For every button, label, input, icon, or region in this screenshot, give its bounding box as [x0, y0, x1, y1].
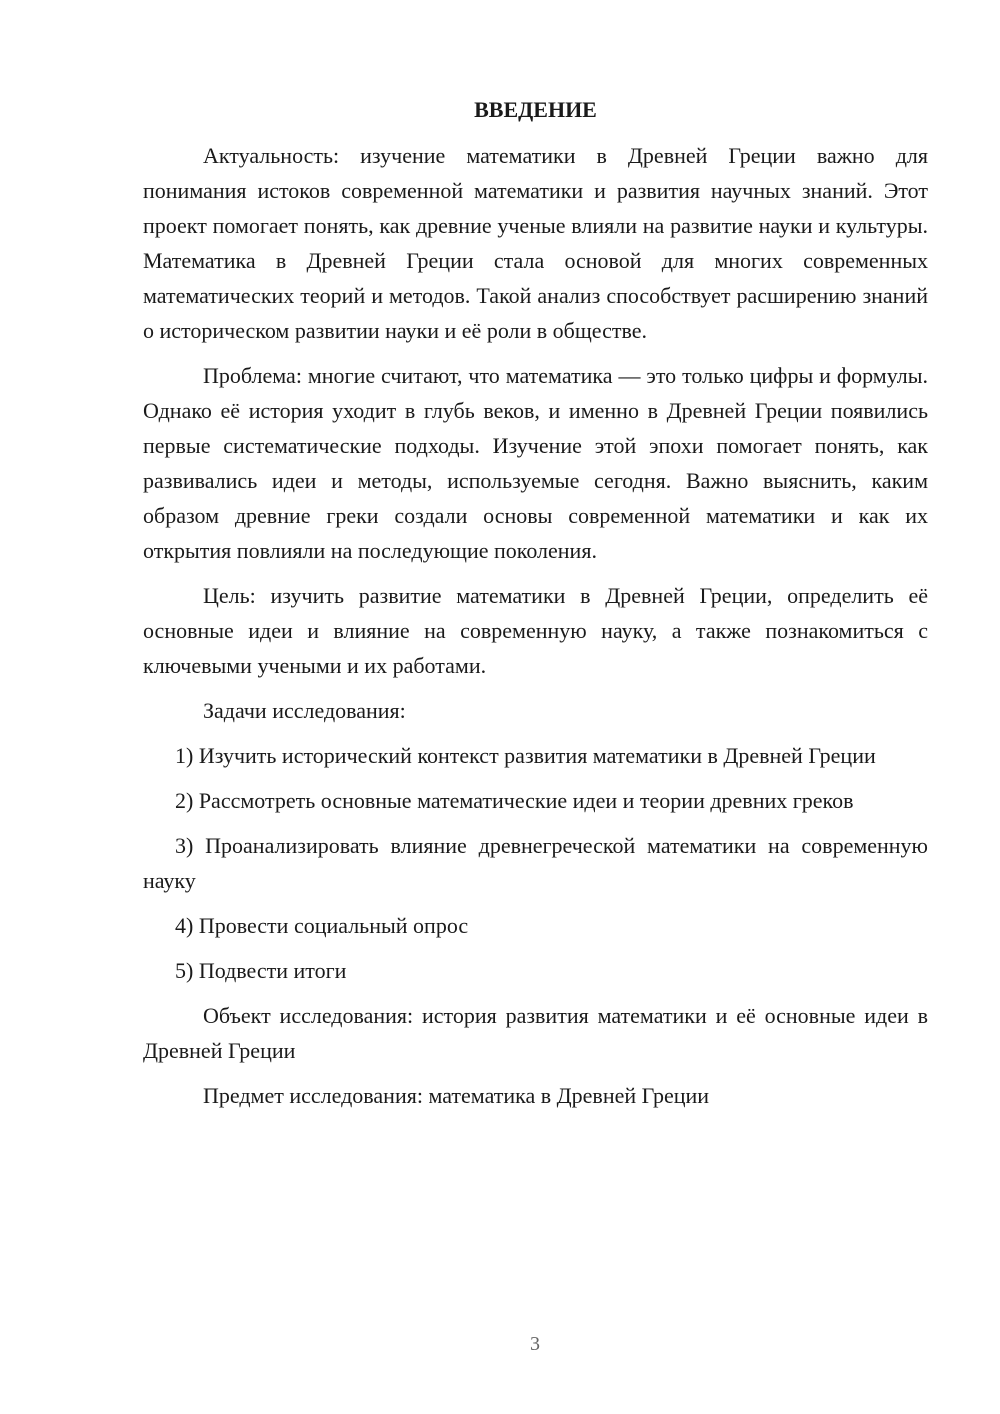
- task-item-4: 4) Провести социальный опрос: [175, 913, 469, 938]
- task-item-5: 5) Подвести итоги: [175, 958, 347, 983]
- goal-paragraph: Цель: изучить развитие математики в Древней Греции, определить её основные идеи и влияние на современную науку, а также познакомиться с ключевыми учеными и их работами.: [143, 583, 928, 678]
- task-item-2: 2) Рассмотреть основные математические идеи и теории древних греков: [175, 788, 854, 813]
- page-number: 3: [530, 1333, 540, 1355]
- section-title: ВВЕДЕНИЕ: [474, 97, 597, 122]
- task-item-3: 3) Проанализировать влияние древнегреческой математики на современную науку: [143, 833, 928, 893]
- task-item-1: 1) Изучить исторический контекст развития математики в Древней Греции: [175, 743, 876, 768]
- page-content: [143, 92, 928, 1123]
- object-paragraph: Объект исследования: история развития математики и её основные идеи в Древней Греции: [143, 1003, 928, 1063]
- subject-paragraph: Предмет исследования: математика в Древней Греции: [203, 1083, 710, 1108]
- tasks-heading: Задачи исследования:: [203, 698, 406, 723]
- relevance-paragraph: Актуальность: изучение математики в Древней Греции важно для понимания истоков современной математики и развития научных знаний. Этот проект помогает понять, как древние ученые влияли на развитие науки и культуры. Математика в Древней Греции стала основой для многих современных математических теорий и методов. Такой анализ способствует расширению знаний о историческом развитии науки и её роли в обществе.: [143, 143, 928, 343]
- problem-paragraph: Проблема: многие считают, что математика — это только цифры и формулы. Однако её история уходит в глубь веков, и именно в Древней Греции появились первые систематические подходы. Изучение этой эпохи помогает понять, как развивались идеи и методы, используемые сегодня. Важно выяснить, каким образом древние греки создали основы современной математики и как их открытия повлияли на последующие поколения.: [143, 363, 928, 563]
